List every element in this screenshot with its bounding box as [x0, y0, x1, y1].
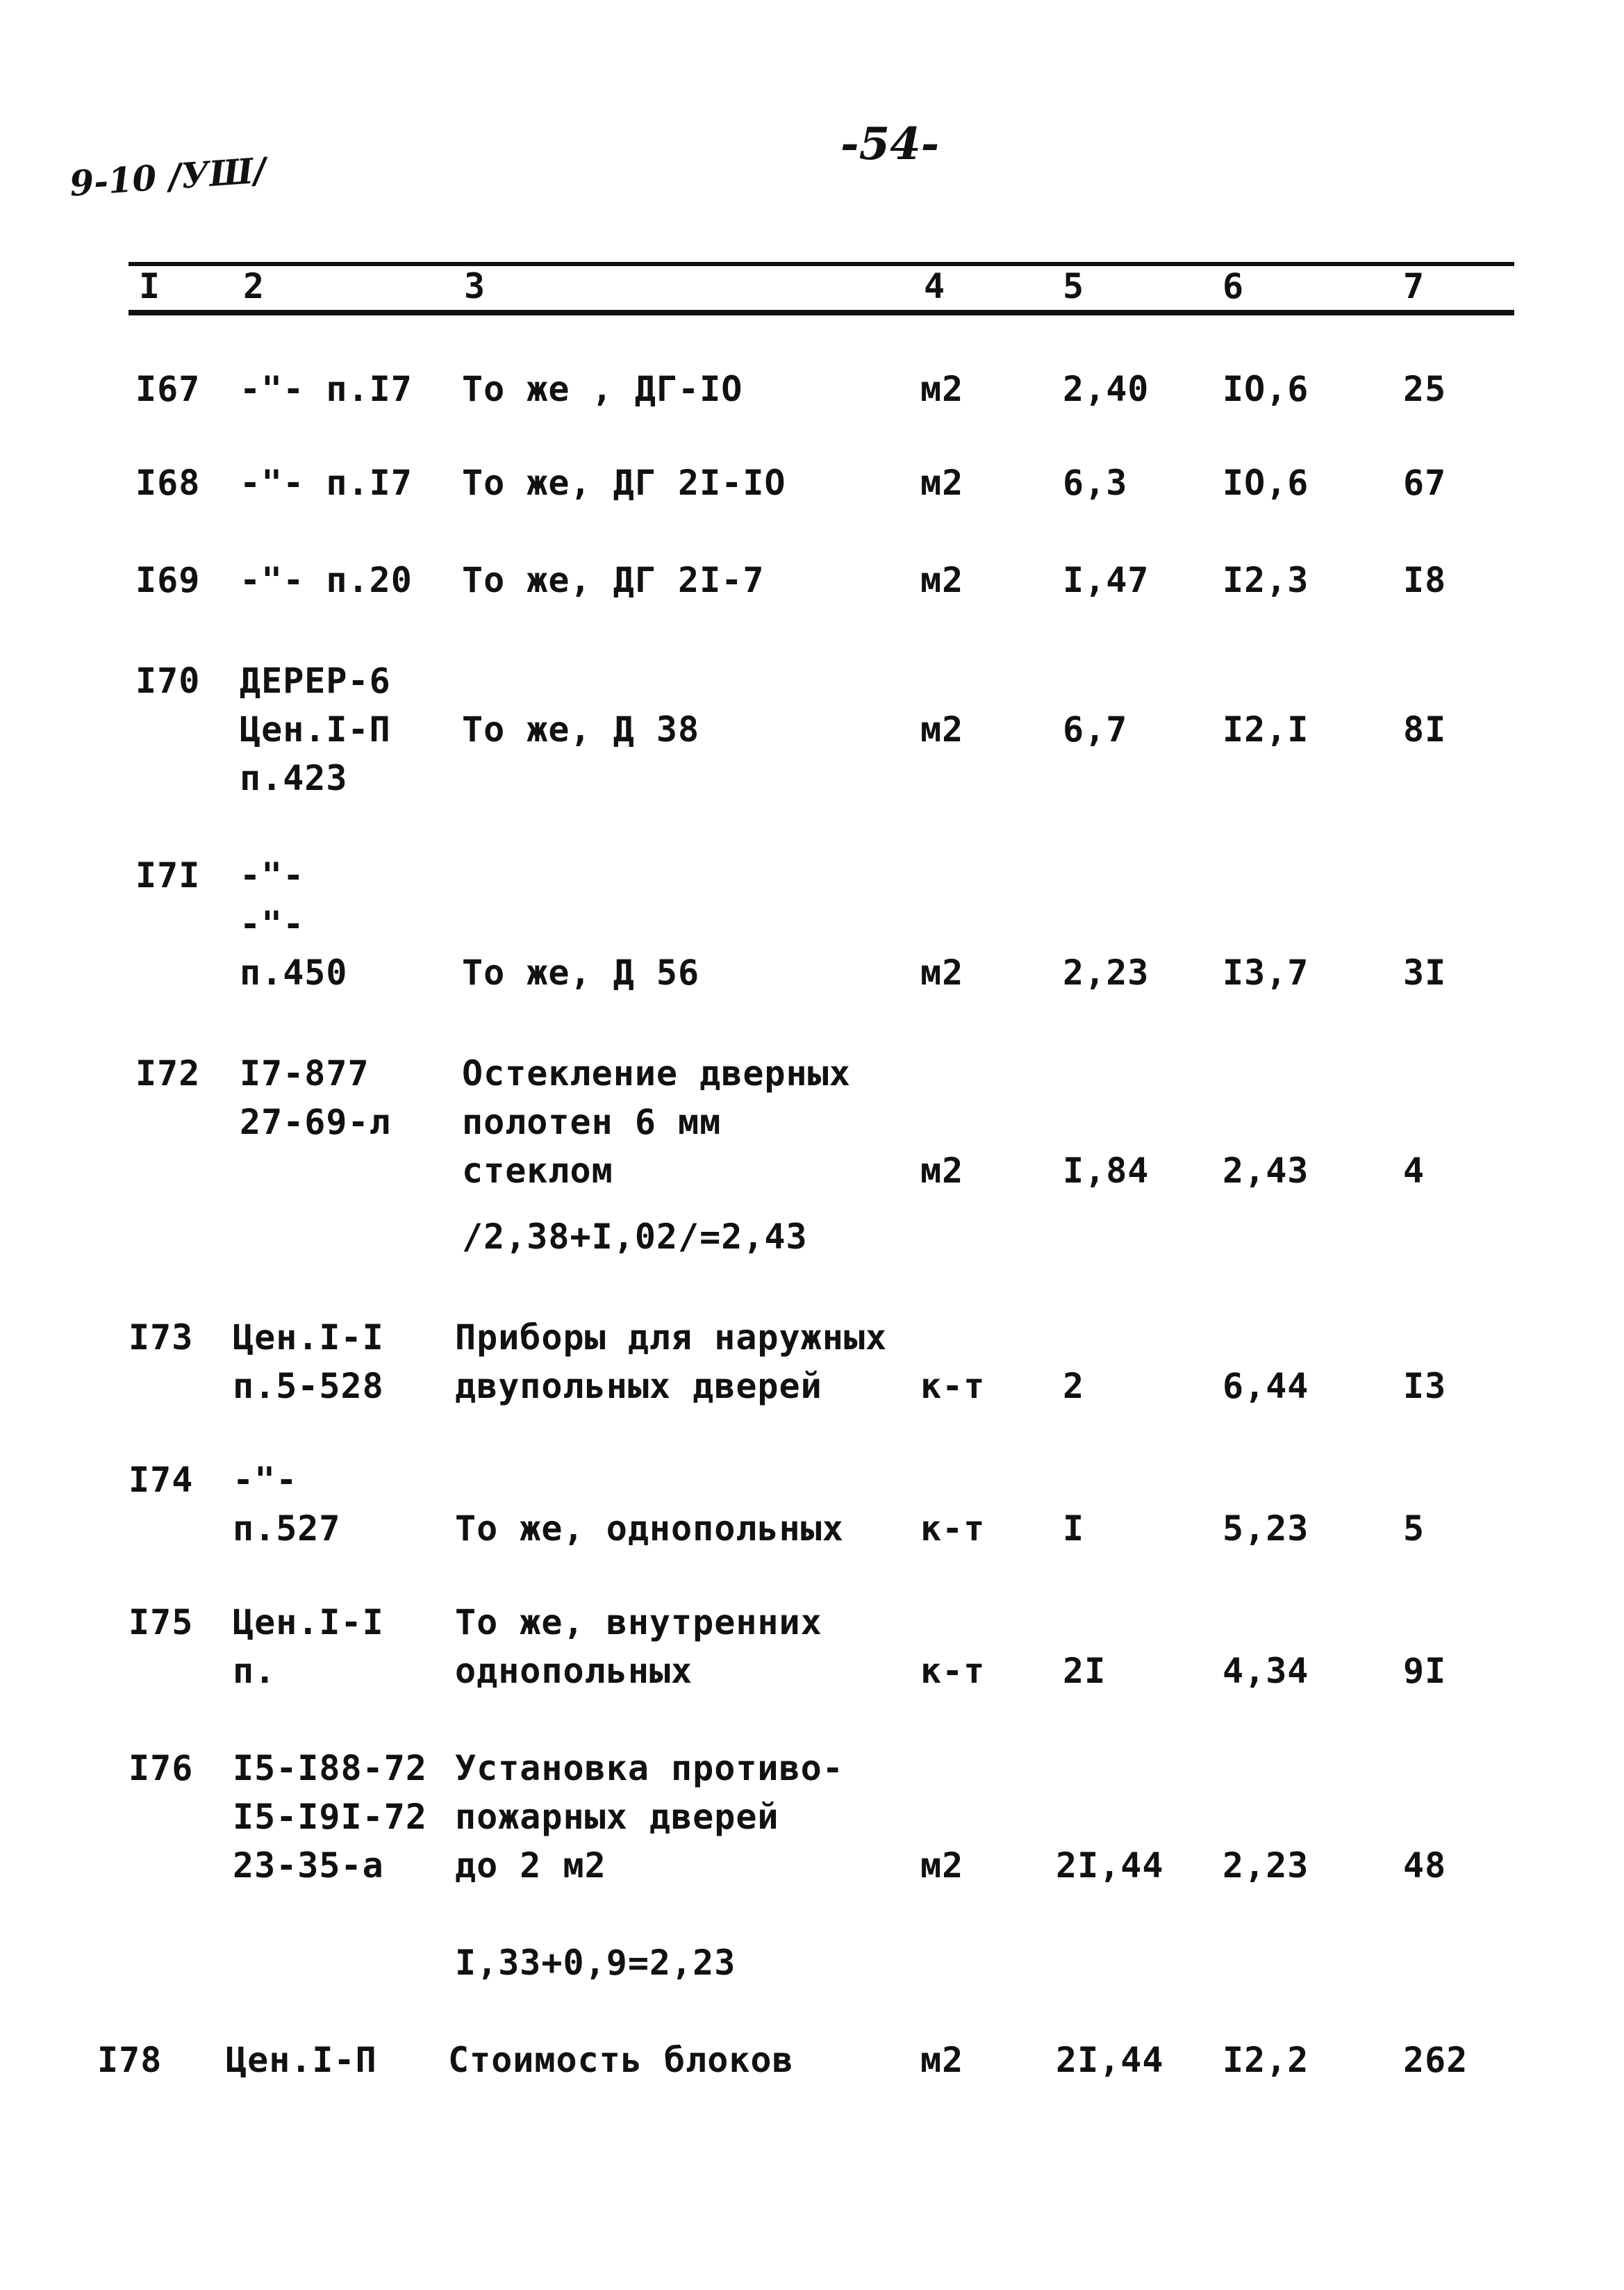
row-description-line: однопольных [455, 1651, 693, 1691]
row-description-line: двупольных дверей [455, 1366, 822, 1406]
row-number: I75 [129, 1602, 194, 1642]
row-reference-line: ДЕРЕР-6 [240, 661, 391, 701]
row-reference: -"- п.I7 [240, 369, 413, 409]
row-quantity: I [1063, 1508, 1085, 1549]
row-unit: к-т [920, 1508, 986, 1549]
row-reference-line: Цен.I-I [233, 1317, 384, 1358]
row-reference-line: I7-877 [240, 1053, 370, 1094]
row-total: 48 [1403, 1845, 1447, 1886]
row-description-line: I,33+0,9=2,23 [455, 1943, 736, 1983]
row-reference-line: п.5-528 [233, 1366, 384, 1406]
row-price: I2,3 [1223, 560, 1309, 600]
row-quantity: 2 [1063, 1366, 1085, 1406]
row-number: I7I [135, 855, 201, 896]
row-price: IO,6 [1223, 369, 1309, 409]
row-price: I2,I [1223, 709, 1309, 750]
row-quantity: 2,40 [1063, 369, 1150, 409]
row-number: I76 [129, 1748, 194, 1788]
page-number: -54- [840, 118, 940, 170]
row-quantity: 2I [1063, 1651, 1107, 1691]
row-number: I74 [129, 1460, 194, 1500]
row-total: I8 [1403, 560, 1447, 600]
row-unit: м2 [920, 369, 964, 409]
row-number: I70 [135, 661, 201, 701]
column-header-2: 2 [243, 266, 265, 306]
row-price: I3,7 [1223, 953, 1309, 993]
row-unit: м2 [920, 463, 964, 503]
row-reference-line: 23-35-а [233, 1845, 384, 1886]
row-description-line: /2,38+I,02/=2,43 [462, 1217, 808, 1257]
row-description-line: стеклом [462, 1151, 613, 1191]
row-reference-line: I5-I88-72 [233, 1748, 427, 1788]
row-description: То же, ДГ 2I-7 [462, 560, 765, 600]
row-total: 5 [1403, 1508, 1425, 1549]
row-total: 8I [1403, 709, 1447, 750]
row-description-line: пожарных дверей [455, 1797, 779, 1837]
row-description-line: То же, внутренних [455, 1602, 822, 1642]
row-reference-line: 27-69-л [240, 1102, 391, 1142]
row-reference-line: Цен.I-П [240, 709, 391, 750]
row-unit: м2 [920, 560, 964, 600]
column-header-7: 7 [1403, 266, 1425, 306]
row-total: 3I [1403, 953, 1447, 993]
row-total: 67 [1403, 463, 1447, 503]
row-unit: м2 [920, 2040, 964, 2080]
row-quantity: 2,23 [1063, 953, 1150, 993]
row-reference: -"- п.I7 [240, 463, 413, 503]
row-number: I68 [135, 463, 201, 503]
row-unit: к-т [920, 1651, 986, 1691]
row-price: 4,34 [1223, 1651, 1309, 1691]
row-description: То же, однопольных [455, 1508, 844, 1549]
column-header-1: I [139, 266, 160, 306]
row-total: 9I [1403, 1651, 1447, 1691]
row-reference-line: -"- [240, 855, 305, 896]
row-description-line: Остекление дверных [462, 1053, 851, 1094]
row-price: 6,44 [1223, 1366, 1309, 1406]
row-reference-line: п. [233, 1651, 276, 1691]
row-number: I69 [135, 560, 201, 600]
row-quantity: 2I,44 [1056, 1845, 1164, 1886]
row-price: 5,23 [1223, 1508, 1309, 1549]
row-description: То же, Д 38 [462, 709, 700, 750]
row-price: 2,23 [1223, 1845, 1309, 1886]
row-unit: м2 [920, 1151, 964, 1191]
column-header-6: 6 [1223, 266, 1244, 306]
row-description-line: полотен 6 мм [462, 1102, 722, 1142]
row-description-line: Установка противо- [455, 1748, 844, 1788]
document-code: 9-10 /УШ/ [68, 149, 267, 204]
table-top-rule [129, 262, 1514, 266]
row-reference: -"- п.20 [240, 560, 413, 600]
row-total: I3 [1403, 1366, 1447, 1406]
row-description-line: Приборы для наружных [455, 1317, 888, 1358]
row-number: I72 [135, 1053, 201, 1094]
row-reference-line: п.423 [240, 758, 348, 798]
row-number: I73 [129, 1317, 194, 1358]
row-unit: м2 [920, 953, 964, 993]
row-price: IO,6 [1223, 463, 1309, 503]
row-description: То же, ДГ 2I-IO [462, 463, 786, 503]
row-description: То же, Д 56 [462, 953, 700, 993]
row-reference: Цен.I-П [226, 2040, 377, 2080]
row-unit: м2 [920, 709, 964, 750]
row-unit: м2 [920, 1845, 964, 1886]
row-number: I67 [135, 369, 201, 409]
row-price: I2,2 [1223, 2040, 1309, 2080]
column-header-4: 4 [924, 266, 945, 306]
row-description: Стоимость блоков [448, 2040, 794, 2080]
row-reference-line: п.450 [240, 953, 348, 993]
row-reference-line: Цен.I-I [233, 1602, 384, 1642]
row-total: 262 [1403, 2040, 1468, 2080]
row-quantity: I,47 [1063, 560, 1150, 600]
row-quantity: 6,7 [1063, 709, 1128, 750]
row-quantity: 6,3 [1063, 463, 1128, 503]
row-unit: к-т [920, 1366, 986, 1406]
row-description-line: до 2 м2 [455, 1845, 606, 1886]
column-header-3: 3 [464, 266, 486, 306]
row-total: 4 [1403, 1151, 1425, 1191]
row-reference-line: I5-I9I-72 [233, 1797, 427, 1837]
row-quantity: I,84 [1063, 1151, 1150, 1191]
row-number: I78 [97, 2040, 163, 2080]
row-reference-line: -"- [240, 904, 305, 944]
table-header-rule [129, 310, 1514, 315]
row-quantity: 2I,44 [1056, 2040, 1164, 2080]
row-description: То же , ДГ-IO [462, 369, 743, 409]
row-reference-line: -"- [233, 1460, 298, 1500]
row-reference-line: п.527 [233, 1508, 341, 1549]
column-header-5: 5 [1063, 266, 1084, 306]
row-total: 25 [1403, 369, 1447, 409]
row-price: 2,43 [1223, 1151, 1309, 1191]
